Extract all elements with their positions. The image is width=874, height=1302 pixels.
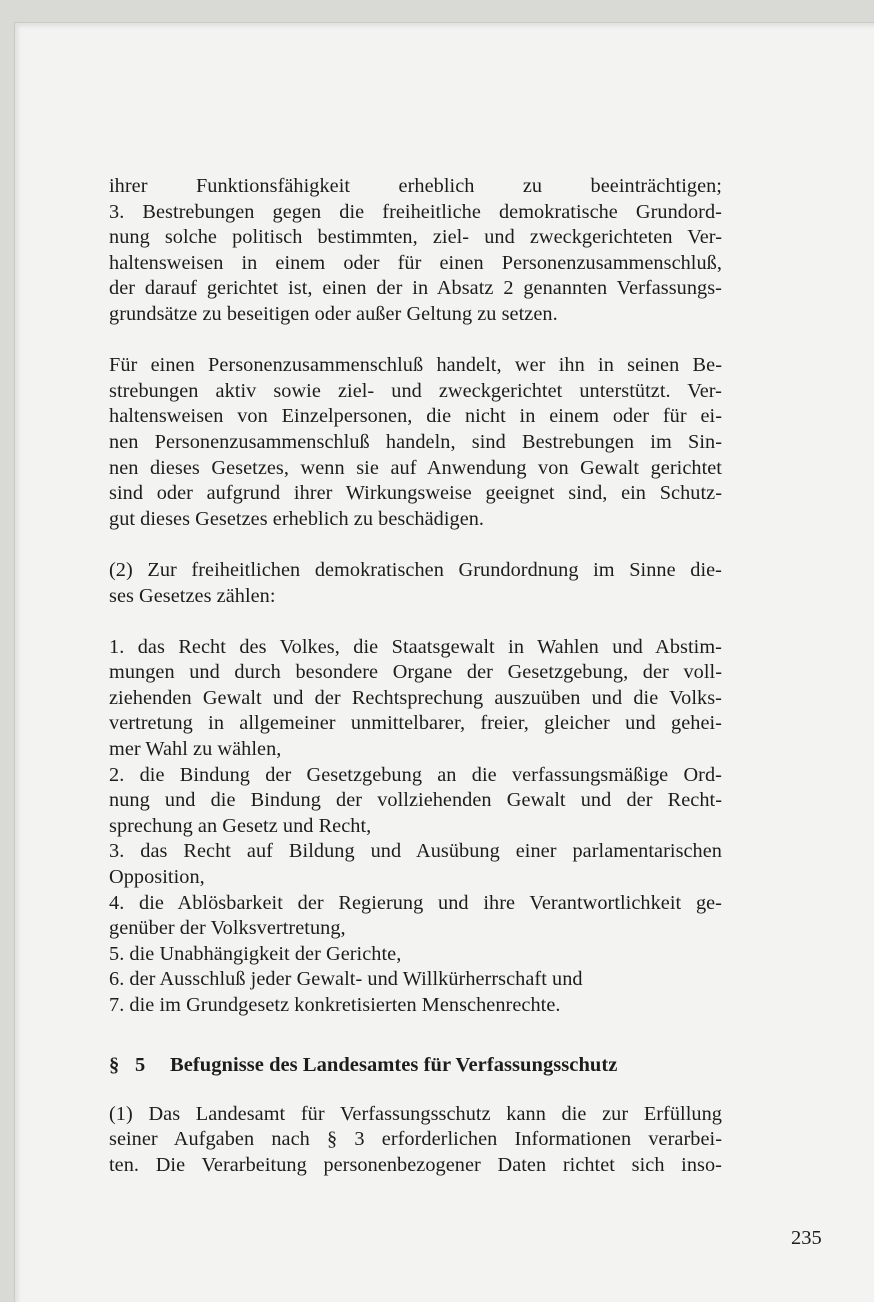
paragraph-personenzusammenschluss (109, 353, 722, 532)
text-line: ten. Die Verarbeitung personenbezogener Daten richtet sich inso- (109, 1153, 722, 1176)
text-line: Für einen Personenzusammenschluß handelt, wer ihn in seinen Be- (109, 354, 722, 377)
list-item-line: 4. die Ablösbarkeit der Regierung und ihre Verantwortlichkeit ge- (109, 891, 722, 914)
numbered-list (109, 635, 722, 1019)
list-item-line: 3. das Recht auf Bildung und Ausübung einer parlamentarischen (109, 840, 722, 863)
list-item-line: 5. die Unabhängigkeit der Gerichte, (109, 942, 402, 965)
document-page (14, 22, 874, 1302)
text-line: sind oder aufgrund ihrer Wirkungsweise geeignet sind, ein Schutz- (109, 482, 722, 505)
list-item-line: 7. die im Grundgesetz konkretisierten Menschenrechte. (109, 994, 561, 1016)
list-item-line: Opposition, (109, 866, 205, 889)
text-line: grundsätze zu beseitigen oder außer Geltung zu setzen. (109, 302, 558, 325)
section-heading (109, 1053, 722, 1079)
paragraph-absatz-2 (109, 558, 722, 609)
section-number: 5 (135, 1054, 146, 1077)
text-line: nung solche politisch bestimmten, ziel- und zweckgerichteten Ver- (109, 226, 722, 249)
text-line: haltensweisen in einem oder für einen Personenzusammenschluß, (109, 251, 722, 274)
list-item-line: nung und die Bindung der vollziehenden Gewalt und der Recht- (109, 789, 722, 812)
list-item-line: genüber der Volksvertretung, (109, 917, 346, 940)
text-line: seiner Aufgaben nach § 3 erforderlichen Informationen verarbei- (109, 1128, 722, 1151)
body-text (109, 174, 722, 1179)
list-item-line: 6. der Ausschluß jeder Gewalt- und Willkürherrschaft und (109, 968, 583, 991)
text-line: strebungen aktiv sowie ziel- und zweckgerichtet unterstützt. Ver- (109, 379, 722, 402)
paragraph-continuation (109, 174, 722, 328)
list-item-line: mungen und durch besondere Organe der Gesetzgebung, der voll- (109, 661, 722, 684)
section-symbol: § (109, 1054, 120, 1077)
list-item-line: vertretung in allgemeiner unmittelbarer, freier, gleicher und gehei- (109, 712, 722, 735)
text-line: (2) Zur freiheitlichen demokratischen Grundordnung im Sinne die- (109, 558, 722, 581)
text-line: 3. Bestrebungen gegen die freiheitliche demokratische Grundord- (109, 200, 722, 223)
text-line: nen dieses Gesetzes, wenn sie auf Anwendung von Gewalt gerichtet (109, 456, 722, 479)
text-line: (1) Das Landesamt für Verfassungsschutz kann die zur Erfüllung (109, 1102, 722, 1125)
text-line: ses Gesetzes zählen: (109, 584, 276, 607)
section-title: Befugnisse des Landesamtes für Verfassungsschutz (170, 1054, 618, 1077)
text-line: haltensweisen von Einzelpersonen, die nicht in einem oder für ei- (109, 405, 722, 428)
text-line: ihrer Funktionsfähigkeit erheblich zu beeinträchtigen; (109, 175, 722, 197)
text-line: gut dieses Gesetzes erheblich zu beschädigen. (109, 507, 485, 530)
list-item-line: mer Wahl zu wählen, (109, 738, 282, 761)
text-line: nen Personenzusammenschluß handeln, sind Bestrebungen im Sin- (109, 430, 722, 453)
list-item-line: sprechung an Gesetz und Recht, (109, 814, 372, 837)
list-item-line: 1. das Recht des Volkes, die Staatsgewalt in Wahlen und Abstim- (109, 635, 722, 658)
text-line: der darauf gerichtet ist, einen der in Absatz 2 genannten Verfassungs- (109, 277, 722, 300)
list-item-line: 2. die Bindung der Gesetzgebung an die verfassungsmäßige Ord- (109, 763, 722, 786)
list-item-line: ziehenden Gewalt und der Rechtsprechung auszuüben und die Volks- (109, 686, 722, 709)
paragraph-absatz-1 (109, 1102, 722, 1179)
page-number: 235 (791, 1227, 822, 1249)
